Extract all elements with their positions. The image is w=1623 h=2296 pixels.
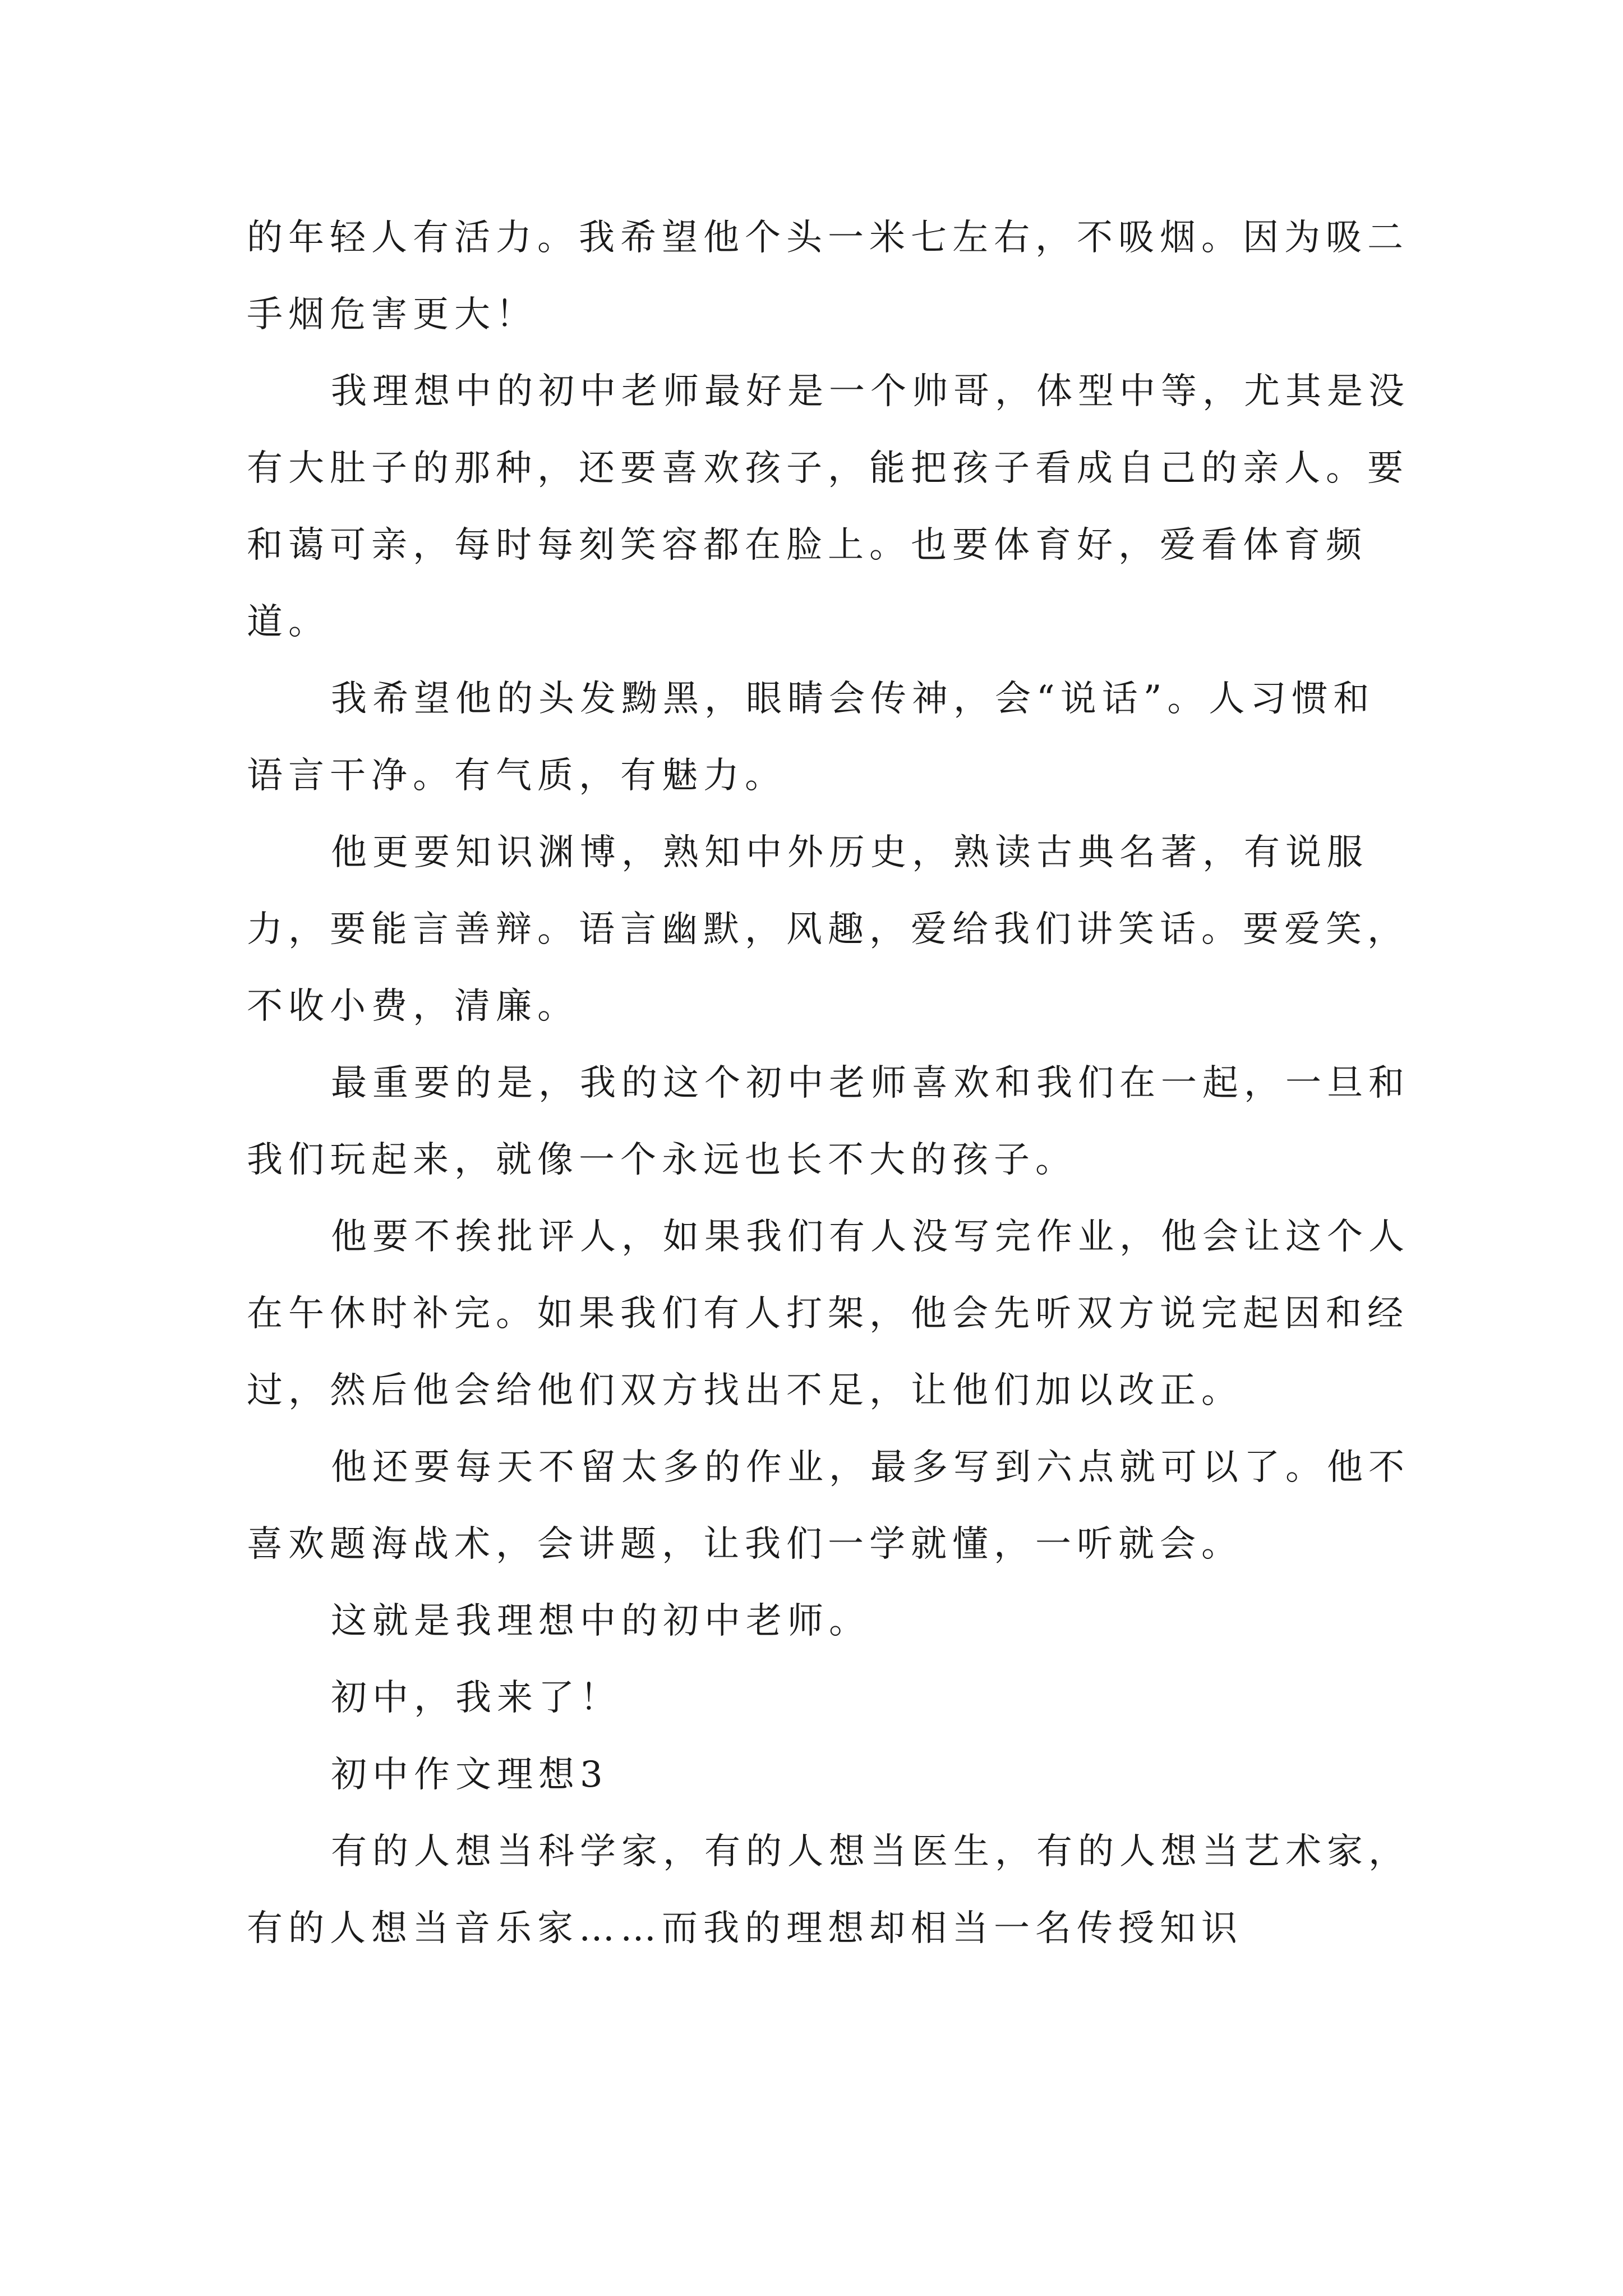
paragraph-4: 他更要知识渊博，熟知中外历史，熟读古典名著，有说服力，要能言善辩。语言幽默，风趣，爱给我们讲笑话。要爱笑，不收小费，清廉。 (247, 832, 1409, 1027)
paragraph-1: 的年轻人有活力。我希望他个头一米七左右，不吸烟。因为吸二手烟危害更大！ (247, 217, 1409, 335)
paragraph-7: 他还要每天不留太多的作业，最多写到六点就可以了。他不喜欢题海战术，会讲题，让我们一学就懂，一听就会。 (247, 1447, 1410, 1565)
paragraph-6: 他要不挨批评人，如果我们有人没写完作业，他会让这个人在午休时补完。如果我们有人打架，他会先听双方说完起因和经过，然后他会给他们双方找出不足，让他们加以改正。 (247, 1216, 1410, 1411)
paragraph-9: 初中，我来了！ (331, 1677, 621, 1719)
paragraph-8: 这就是我理想中的初中老师。 (331, 1600, 870, 1642)
paragraph-2: 我理想中的初中老师最好是一个帅哥，体型中等，尤其是没有大肚子的那种，还要喜欢孩子，能把孩子看成自己的亲人。要和蔼可亲，每时每刻笑容都在脸上。也要体育好，爱看体育频道。 (247, 371, 1410, 643)
paragraph-3: 我希望他的头发黝黑，眼睛会传神，会“说话”。人习惯和语言干净。有气质，有魅力。 (247, 678, 1375, 797)
document-body (247, 200, 1413, 1967)
section-heading: 初中作文理想3 (331, 1754, 608, 1796)
paragraph-10: 有的人想当科学家，有的人想当医生，有的人想当艺术家，有的人想当音乐家……而我的理想却相当一名传授知识 (247, 1831, 1410, 1949)
paragraph-5: 最重要的是，我的这个初中老师喜欢和我们在一起，一旦和我们玩起来，就像一个永远也长不大的孩子。 (247, 1062, 1410, 1181)
